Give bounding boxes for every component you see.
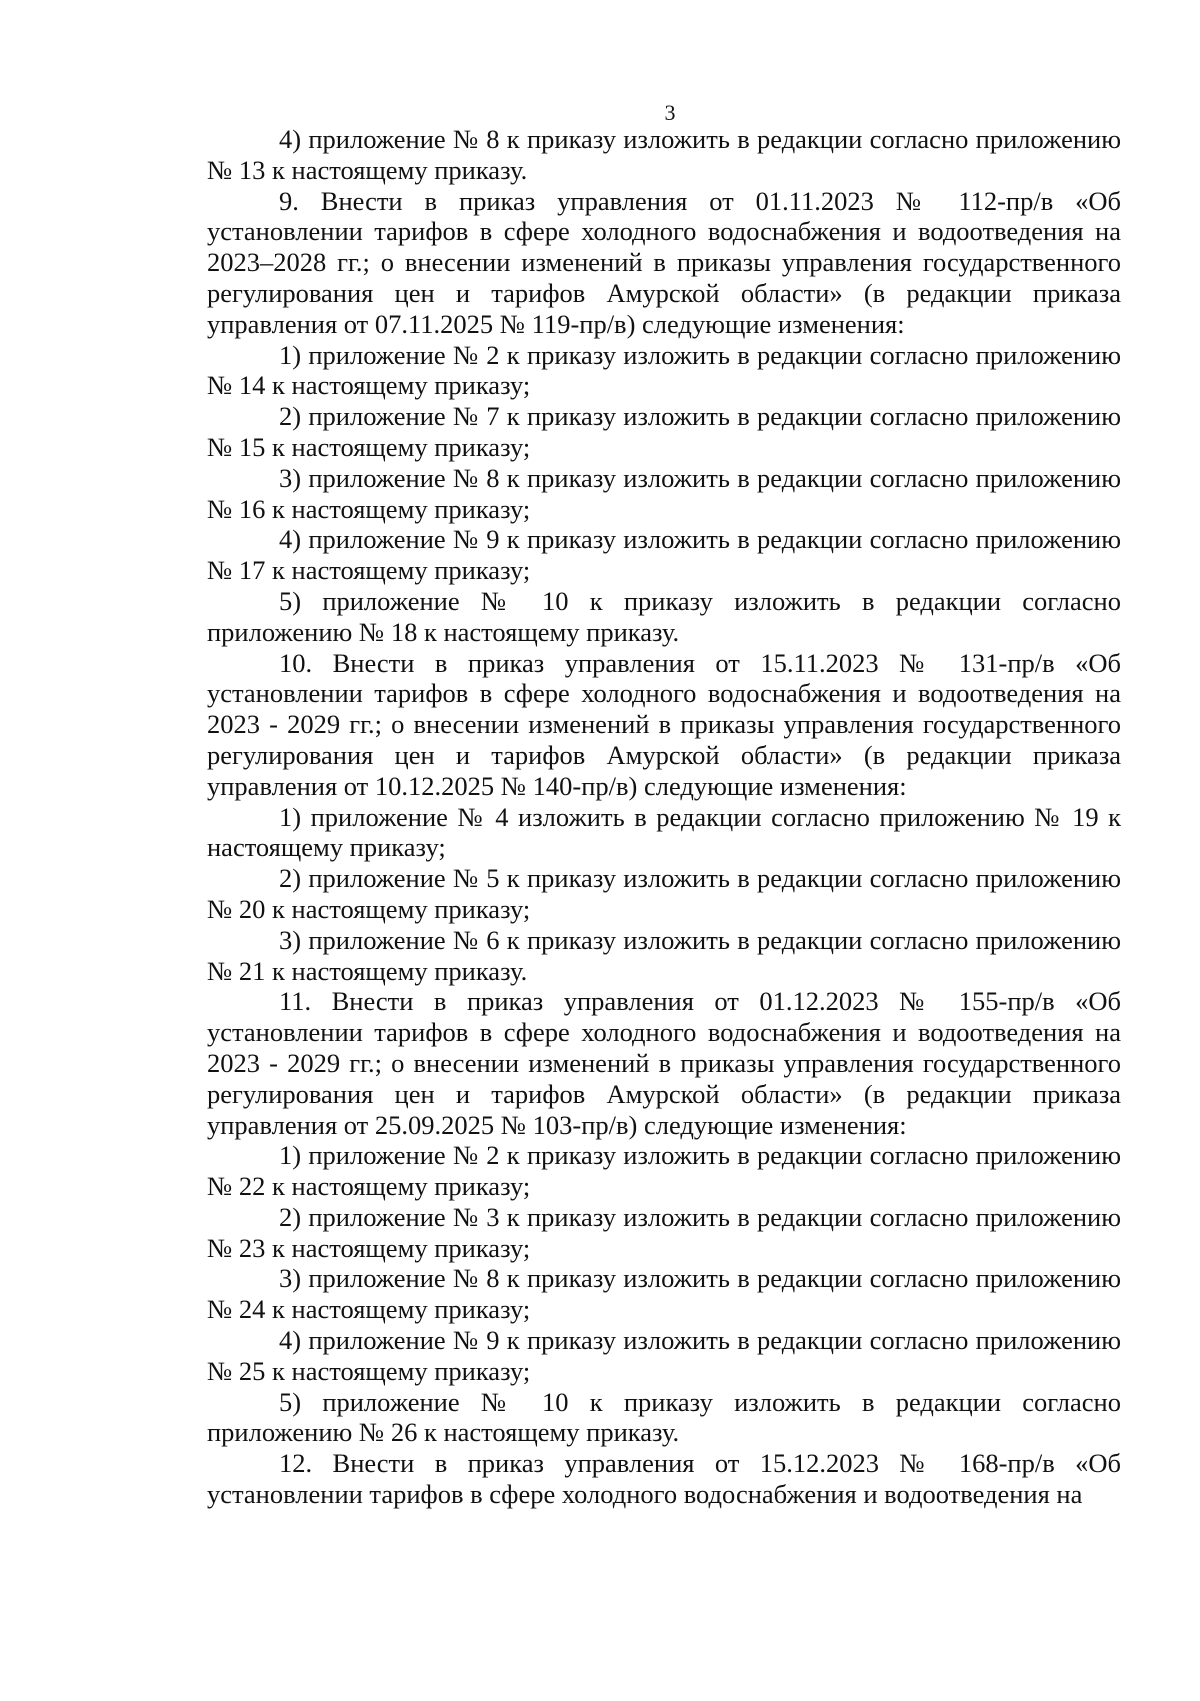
list-item: 2) приложение № 3 к приказу изложить в редакции согласно приложению № 23 к настоящему приказу; <box>207 1201 1121 1263</box>
list-item: 5) приложение № 10 к приказу изложить в редакции согласно приложению № 26 к настоящему приказу. <box>207 1386 1121 1448</box>
paragraph-10: 10. Внести в приказ управления от 15.11.2023 № 131-пр/в «Об установлении тарифов в сфере холодного водоснабжения и водоотведения на 2023 - 2029 гг.; о внесении изменений в приказы управления государственного регулирования цен и тарифов Амурской области» (в редакции приказа управления от 10.12.2025 № 140-пр/в) следующие изменения: <box>207 647 1121 801</box>
list-item: 1) приложение № 2 к приказу изложить в редакции согласно приложению № 14 к настоящему приказу; <box>207 339 1121 401</box>
list-item: 1) приложение № 2 к приказу изложить в редакции согласно приложению № 22 к настоящему приказу; <box>207 1140 1121 1202</box>
list-item: 3) приложение № 8 к приказу изложить в редакции согласно приложению № 24 к настоящему приказу; <box>207 1263 1121 1325</box>
list-item: 4) приложение № 9 к приказу изложить в редакции согласно приложению № 25 к настоящему приказу; <box>207 1325 1121 1386</box>
list-item: 3) приложение № 8 к приказу изложить в редакции согласно приложению № 16 к настоящему приказу; <box>207 462 1121 524</box>
paragraph-11: 11. Внести в приказ управления от 01.12.2023 № 155-пр/в «Об установлении тарифов в сфере холодного водоснабжения и водоотведения на 2023 - 2029 гг.; о внесении изменений в приказы управления государственного регулирования цен и тарифов Амурской области» (в редакции приказа управления от 25.09.2025 № 103-пр/в) следующие изменения: <box>207 986 1121 1140</box>
document-body <box>207 124 1121 1510</box>
list-item: 4) приложение № 9 к приказу изложить в редакции согласно приложению № 17 к настоящему приказу; <box>207 524 1121 586</box>
paragraph-12: 12. Внести в приказ управления от 15.12.2023 № 168-пр/в «Об установлении тарифов в сфере холодного водоснабжения и водоотведения на <box>207 1448 1121 1510</box>
list-item: 2) приложение № 7 к приказу изложить в редакции согласно приложению № 15 к настоящему приказу; <box>207 401 1121 462</box>
paragraph-9: 9. Внести в приказ управления от 01.11.2023 № 112-пр/в «Об установлении тарифов в сфере холодного водоснабжения и водоотведения на 2023–2028 гг.; о внесении изменений в приказы управления государственного регулирования цен и тарифов Амурской области» (в редакции приказа управления от 07.11.2025 № 119-пр/в) следующие изменения: <box>207 185 1121 339</box>
list-item: 2) приложение № 5 к приказу изложить в редакции согласно приложению № 20 к настоящему приказу; <box>207 863 1121 924</box>
list-item: 5) приложение № 10 к приказу изложить в редакции согласно приложению № 18 к настоящему приказу. <box>207 585 1121 647</box>
list-item: 1) приложение № 4 изложить в редакции согласно приложению № 19 к настоящему приказу; <box>207 801 1121 863</box>
list-item: 4) приложение № 8 к приказу изложить в редакции согласно приложению № 13 к настоящему приказу. <box>207 124 1121 185</box>
page-number: 3 <box>664 100 676 125</box>
list-item: 3) приложение № 6 к приказу изложить в редакции согласно приложению № 21 к настоящему приказу. <box>207 924 1121 986</box>
